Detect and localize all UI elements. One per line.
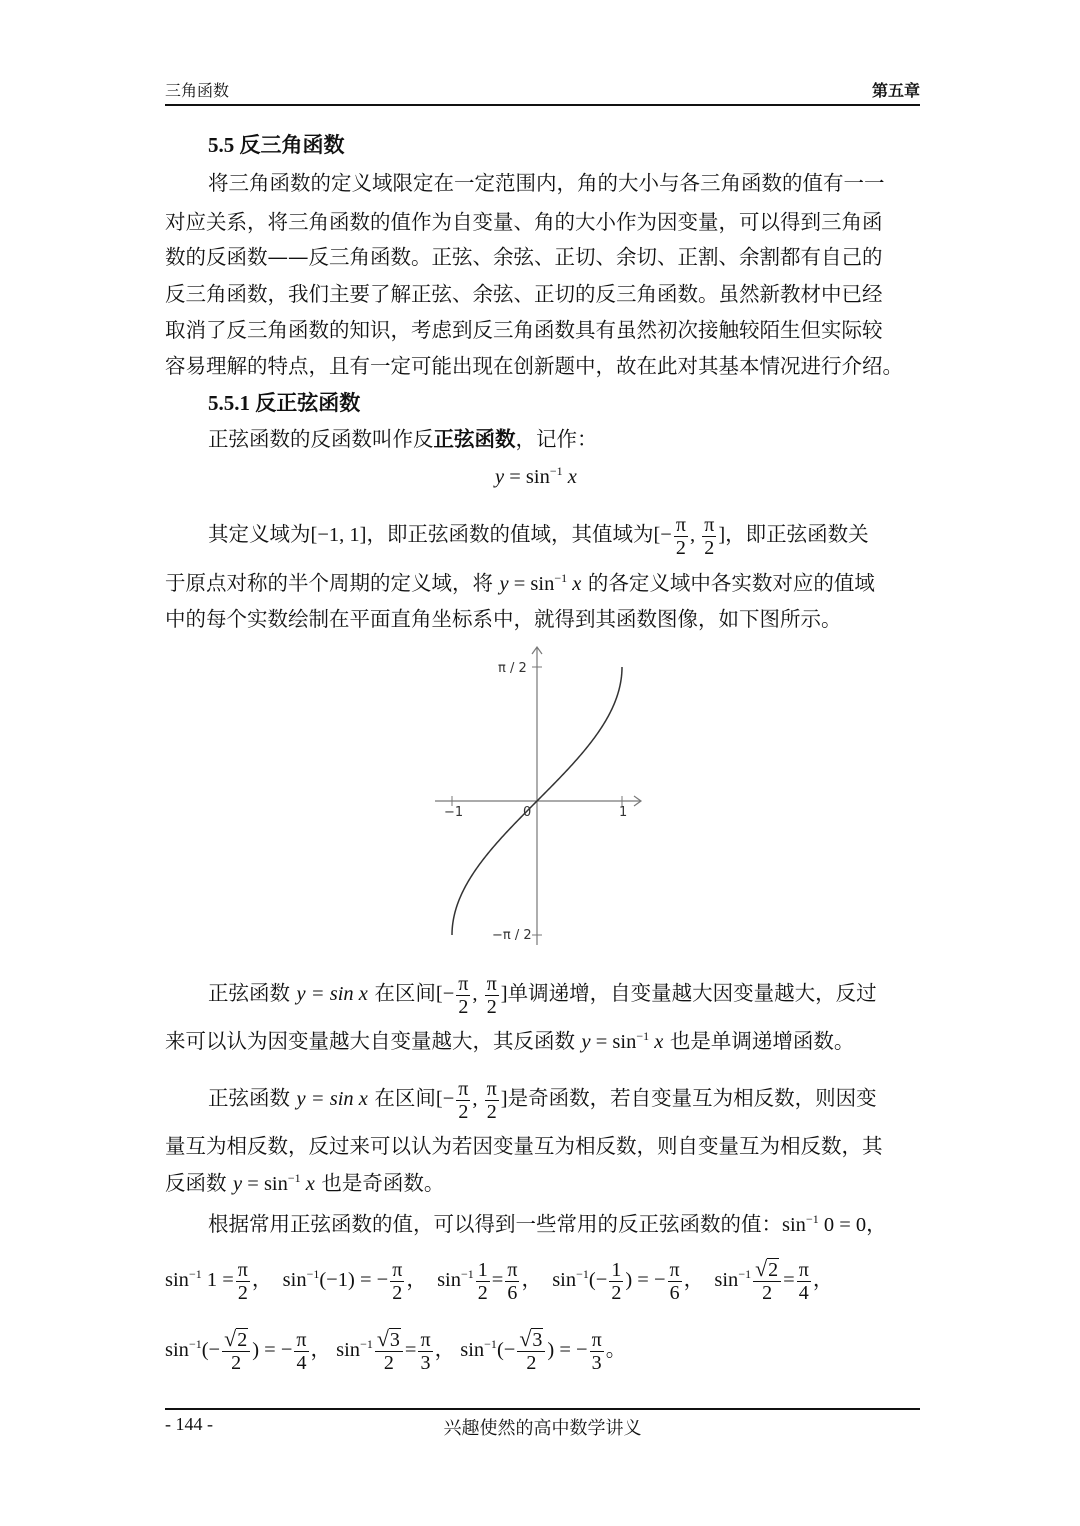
frac-den: 2 (704, 536, 715, 559)
monotonic-line-1 (208, 965, 963, 1021)
frac-den: 2 (611, 1281, 622, 1304)
formula-x: x (567, 573, 582, 595)
sin: sin (165, 1269, 189, 1291)
formula-exp: −1 (549, 464, 563, 479)
radicand: 2 (237, 1329, 248, 1352)
value: (− (496, 1339, 516, 1361)
formula-exp: −1 (287, 1171, 301, 1186)
frac-num: π (392, 1258, 403, 1281)
text: 反函数 (165, 1171, 234, 1195)
intro-line: 对应关系，将三角函数的值作为自变量、角的大小作为因变量，可以得到三角函 (165, 210, 883, 234)
exp: −1 (461, 1267, 474, 1282)
text: 正弦函数 (208, 981, 297, 1005)
arcsin-graph (430, 645, 650, 955)
frac-num: π (507, 1258, 518, 1281)
frac-den: 2 (486, 1100, 497, 1123)
frac-num: π (591, 1328, 602, 1351)
frac-num: √3 (375, 1328, 403, 1352)
radicand: 3 (532, 1329, 543, 1352)
y-tick-label-bottom: −π / 2 (492, 928, 532, 943)
frac-num: π (296, 1328, 307, 1351)
value: ) = − (547, 1339, 588, 1361)
text: 正弦函数 (208, 1086, 297, 1110)
frac-den: 3 (420, 1351, 431, 1374)
exp: −1 (805, 1212, 819, 1227)
intro-line: 容易理解的特点，且有一定可能出现在创新题中，故在此对其基本情况进行介绍。 (165, 354, 903, 378)
text: 是奇函数，若自变量互为相反数，则因变 (507, 1086, 877, 1110)
frac-den: 2 (392, 1281, 403, 1304)
x-tick-label-neg1: −1 (444, 805, 464, 820)
header-chapter-number: 第五章 (871, 81, 920, 100)
intro-line: 数的反函数——反三角函数。正弦、余弦、正切、余切、正割、余割都有自己的 (165, 245, 883, 269)
text: 根据常用正弦函数的值，可以得到一些常用的反正弦函数的值： (208, 1212, 782, 1236)
common-values-intro (208, 1211, 963, 1238)
frac-den: 2 (458, 1100, 469, 1123)
frac-den: 2 (458, 995, 469, 1018)
subsection-title: 5.5.1 反正弦函数 (208, 391, 361, 415)
common-values-row-2: $\sin^{-1}(-$ $\frac{√2}{2}$ ) = − $\frac{\pi}{4}$ ， $\sin^{-1}$ $\frac{√3}{2}$ = $\frac{\pi}{3}$ ， $\sin^{-1}(-$ $\frac{√3}{2}$ ) = − $\frac{\pi}{3}$ 。 (165, 1326, 627, 1375)
sin: sin (460, 1339, 485, 1361)
text: 其定义域为 (208, 522, 311, 546)
domain-line-2 (165, 570, 920, 597)
formula-x: x (300, 1173, 315, 1195)
formula-y: y (233, 1173, 243, 1195)
odd-line-2: 量互为相反数，反过来可以认为若因变量互为相反数，则自变量互为相反数，其 (165, 1134, 883, 1158)
frac-num: √3 (517, 1328, 545, 1352)
intro-line: 反三角函数，我们主要了解正弦、余弦、正切的反三角函数。虽然新教材中已经 (165, 282, 883, 306)
frac-num: π (458, 1077, 469, 1100)
sep: ， (812, 1269, 834, 1291)
formula-y: y (495, 466, 505, 488)
range-interval: [− $\frac{\pi}{2}$ , $\frac{\pi}{2}$ ] (653, 513, 726, 559)
value: 1 = (206, 1269, 234, 1291)
intro-line: 将三角函数的定义域限定在一定范围内，角的大小与各三角函数的值有一一 (208, 171, 885, 195)
x-tick-label-0: 0 (523, 805, 532, 820)
arcsin-formula (495, 463, 695, 490)
frac-num: π (798, 1258, 809, 1281)
frac-num: π (420, 1328, 431, 1351)
formula-sin: = sin (504, 466, 550, 488)
exp: −1 (306, 1267, 320, 1282)
frac-num: π (675, 513, 686, 536)
exp: −1 (188, 1267, 202, 1282)
common-values-row-1: $\sin^{-1} 1$ = $\frac{\pi}{2}$ ， $\sin^{-1}(-1)$ = − $\frac{\pi}{2}$ ， $\sin^{-1}$ $\frac{1}{2}$ = $\frac{\pi}{6}$ ， $\sin^{-1}(-$ $\frac{1}{2}$ ) = − $\frac{\pi}{6}$ ， $\sin^{-1}$ $\frac{√2}{2}$ = $\frac{\pi}{4}$ ， (165, 1256, 834, 1305)
section-title: 5.5 反三角函数 (208, 133, 345, 157)
frac-num: √2 (222, 1328, 250, 1352)
formula-y: y (581, 1031, 591, 1053)
interval: [− $\frac{\pi}{2}$ , $\frac{\pi}{2}$ ] (435, 972, 508, 1018)
exp: −1 (576, 1267, 589, 1282)
domain-interval: [−1, 1] (310, 524, 367, 546)
intro-line: 取消了反三角函数的知识，考虑到反三角函数具有虽然初次接触较陌生但实际较 (165, 318, 883, 342)
sep: ， (406, 1269, 427, 1291)
page-number: - 144 - (165, 1414, 213, 1434)
period: 。 (605, 1339, 627, 1361)
text: 单调递增，自变量越大因变量越大，反过 (507, 981, 877, 1005)
frac-den: 3 (591, 1351, 602, 1374)
sep: ， (521, 1269, 542, 1291)
value: (− (588, 1269, 608, 1291)
x-tick-label-1: 1 (619, 805, 628, 820)
frac-num: π (458, 972, 469, 995)
domain-range-line (208, 506, 963, 562)
text: ，即正弦函数的值域，其值域为 (366, 522, 654, 546)
frac-den: 6 (669, 1281, 680, 1304)
frac-num: π (237, 1258, 248, 1281)
sin-function: y = sin x (296, 1088, 368, 1110)
def-bold-term: 正弦函数 (433, 427, 516, 451)
text: 于原点对称的半个周期的定义域，将 (165, 571, 500, 595)
frac-num: π (669, 1258, 680, 1281)
frac-num: 1 (611, 1258, 622, 1281)
sin: sin (336, 1339, 361, 1361)
frac-den: 4 (296, 1351, 307, 1374)
def-text: ，记作： (515, 427, 598, 451)
frac-den: 4 (798, 1281, 809, 1304)
text: 来可以认为因变量越大自变量越大，其反函数 (165, 1029, 582, 1053)
radicand: 2 (768, 1259, 779, 1282)
formula-exp: −1 (554, 571, 568, 586)
formula-sin: = sin (508, 573, 555, 595)
formula-x: x (562, 466, 577, 488)
sin: sin (282, 1269, 307, 1291)
formula-sin: = sin (590, 1031, 637, 1053)
sin-text: sin (782, 1214, 806, 1236)
value: 0 = 0， (818, 1214, 887, 1236)
text: ，即正弦函数关 (725, 522, 869, 546)
frac-den: 2 (526, 1352, 537, 1375)
frac-den: 2 (762, 1282, 773, 1305)
domain-line-3: 中的每个实数绘制在平面直角坐标系中，就得到其函数图像，如下图所示。 (165, 607, 842, 631)
book-title: 兴趣使然的高中数学讲义 (443, 1418, 642, 1439)
exp: −1 (188, 1337, 202, 1352)
sin: sin (714, 1269, 739, 1291)
sep: ， (683, 1269, 705, 1291)
monotonic-line-2 (165, 1028, 920, 1055)
definition-line (208, 426, 963, 452)
text: 也是单调递增函数。 (663, 1029, 855, 1053)
exp: −1 (360, 1337, 373, 1352)
sin: sin (552, 1269, 577, 1291)
value: (− (201, 1339, 221, 1361)
sep: ， (434, 1339, 456, 1361)
frac-num: 1 (477, 1258, 488, 1281)
sep: ， (251, 1269, 273, 1291)
formula-x: x (649, 1031, 664, 1053)
frac-den: 2 (383, 1352, 394, 1375)
sep: ， (310, 1339, 331, 1361)
sin: sin (437, 1269, 461, 1291)
frac-den: 2 (231, 1352, 242, 1375)
sin-function: y = sin x (296, 983, 368, 1005)
frac-num: π (486, 1077, 497, 1100)
page-header (165, 78, 920, 106)
frac-den: 2 (675, 536, 686, 559)
text: 的各定义域中各实数对应的值域 (581, 571, 875, 595)
odd-line-1 (208, 1070, 963, 1126)
header-chapter-name: 三角函数 (165, 81, 230, 100)
value: (−1) = − (319, 1269, 389, 1291)
exp: −1 (484, 1337, 497, 1352)
radicand: 3 (389, 1329, 400, 1352)
frac-den: 2 (237, 1281, 248, 1304)
formula-exp: −1 (636, 1029, 650, 1044)
frac-num: π (486, 972, 497, 995)
text: 在区间 (367, 1086, 436, 1110)
frac-den: 6 (507, 1281, 518, 1304)
formula-y: y (499, 573, 509, 595)
y-tick-label-top: π / 2 (498, 661, 527, 676)
page-footer (165, 1408, 920, 1440)
value: ) = − (252, 1339, 293, 1361)
odd-line-3 (165, 1170, 920, 1197)
text: 也是奇函数。 (314, 1171, 445, 1195)
formula-sin: = sin (242, 1173, 288, 1195)
frac-num: π (704, 513, 715, 536)
exp: −1 (738, 1267, 752, 1282)
interval: [− $\frac{\pi}{2}$ , $\frac{\pi}{2}$ ] (435, 1077, 508, 1123)
text: 在区间 (367, 981, 436, 1005)
frac-den: 2 (486, 995, 497, 1018)
frac-den: 2 (477, 1281, 488, 1304)
sin: sin (165, 1339, 189, 1361)
frac-num: √2 (753, 1258, 781, 1282)
def-text: 正弦函数的反函数叫作反 (208, 427, 434, 451)
value: ) = − (625, 1269, 666, 1291)
